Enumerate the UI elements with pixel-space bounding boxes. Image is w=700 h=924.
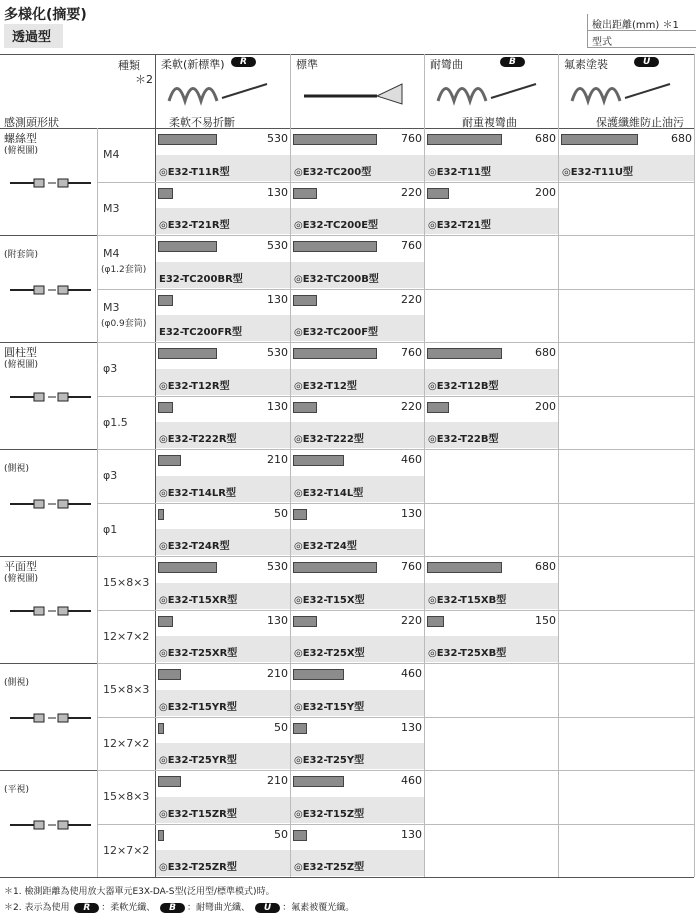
distance-value: 760 xyxy=(401,346,422,359)
distance-bar xyxy=(427,562,502,573)
distance-bar-track xyxy=(158,241,243,252)
distance-bar xyxy=(561,134,638,145)
shape-view-1: (俯視圖) xyxy=(4,146,39,156)
distance-bar-track xyxy=(293,241,377,252)
distance-bar-track xyxy=(293,295,377,306)
badge-u-icon: U xyxy=(255,903,280,913)
model-name: ◎E32-TC200F型 xyxy=(294,327,379,339)
distance-value: 530 xyxy=(267,560,288,573)
distance-bar xyxy=(158,616,173,627)
model-name: ◎E32-T11型 xyxy=(428,166,491,178)
distance-bar xyxy=(427,402,449,413)
distance-bar-track xyxy=(561,134,647,145)
column-header-2: 標準 xyxy=(296,58,318,71)
distance-value: 460 xyxy=(401,667,422,680)
legend-distance: 檢出距離(mm) ＊1 xyxy=(588,14,696,31)
distance-bar xyxy=(293,241,377,252)
size-label: φ1 xyxy=(103,522,118,536)
distance-bar xyxy=(293,669,344,680)
model-name: ◎E32-T15XB型 xyxy=(428,594,507,606)
footnote-u-text: ：氟素被覆光纖。 xyxy=(282,903,355,913)
distance-bar-track xyxy=(427,134,511,145)
distance-value: 210 xyxy=(267,667,288,680)
distance-value: 50 xyxy=(274,506,288,520)
fiber-illustration-icon xyxy=(167,76,277,106)
distance-value: 130 xyxy=(267,613,288,627)
distance-bar-track xyxy=(293,830,377,841)
distance-value: 680 xyxy=(535,132,556,145)
distance-bar xyxy=(293,134,377,145)
grid-line-h xyxy=(97,824,694,825)
distance-bar xyxy=(427,134,502,145)
grid-line-h xyxy=(97,770,694,771)
grid-line-h xyxy=(0,128,694,129)
distance-value: 760 xyxy=(401,132,422,145)
badge-b-icon: B xyxy=(500,57,525,67)
distance-bar xyxy=(158,776,181,787)
distance-bar xyxy=(158,188,173,199)
column-header-1: 柔軟(新標準) xyxy=(161,58,225,71)
distance-bar xyxy=(293,188,317,199)
distance-bar xyxy=(293,562,377,573)
type-note: ＊2 xyxy=(135,73,153,86)
legend-model: 型式 xyxy=(588,31,696,48)
distance-value: 220 xyxy=(401,185,422,199)
grid-line-v xyxy=(694,54,695,877)
grid-line-h xyxy=(97,182,694,183)
fiber-illustration-icon xyxy=(570,76,680,106)
distance-bar-track xyxy=(158,616,243,627)
column-header-3: 耐彎曲 xyxy=(430,58,463,71)
distance-value: 760 xyxy=(401,560,422,573)
grid-line-h xyxy=(97,342,694,343)
distance-bar xyxy=(293,723,307,734)
distance-bar-track xyxy=(293,562,377,573)
distance-bar-track xyxy=(427,562,511,573)
section-title: 透過型 xyxy=(4,24,63,48)
distance-bar-track xyxy=(293,348,377,359)
sensor-head-icon xyxy=(8,596,93,626)
distance-bar xyxy=(293,295,317,306)
size-note: (φ0.9套筒) xyxy=(101,318,147,329)
sensor-head-icon xyxy=(8,382,93,412)
distance-bar xyxy=(293,455,344,466)
distance-bar-track xyxy=(427,348,511,359)
distance-bar-track xyxy=(158,723,243,734)
model-name: ◎E32-T15XR型 xyxy=(159,594,238,606)
fiber-illustration-icon xyxy=(436,76,546,106)
distance-value: 150 xyxy=(535,613,556,627)
size-label: φ3 xyxy=(103,362,118,375)
shape-name-3: 圓柱型 xyxy=(4,346,37,359)
page-title: 多様化(摘要) xyxy=(4,7,87,23)
distance-value: 50 xyxy=(274,720,288,734)
column-header-4: 氟素塗裝 xyxy=(564,58,608,71)
distance-bar xyxy=(158,241,217,252)
grid-line-h xyxy=(97,449,694,450)
distance-bar xyxy=(293,616,317,627)
distance-bar xyxy=(158,723,164,734)
size-label: 12×7×2 xyxy=(103,629,150,643)
size-label: M3 xyxy=(103,300,120,314)
model-name: ◎E32-T12B型 xyxy=(428,380,499,392)
distance-value: 760 xyxy=(401,239,422,252)
distance-bar xyxy=(158,402,173,413)
distance-value: 530 xyxy=(267,239,288,252)
sensor-head-icon xyxy=(8,703,93,733)
model-name: ◎E32-T12型 xyxy=(294,380,357,392)
distance-bar-track xyxy=(293,188,377,199)
distance-value: 210 xyxy=(267,774,288,787)
distance-value: 200 xyxy=(535,399,556,413)
badge-r-icon: R xyxy=(231,57,256,67)
shape-name-5: 平面型 xyxy=(4,560,37,573)
shape-view-5: (俯視圖) xyxy=(4,574,39,584)
model-name: ◎E32-T25X型 xyxy=(294,648,365,660)
sensor-head-icon xyxy=(8,489,93,519)
distance-bar-track xyxy=(158,509,243,520)
shape-view-4: (側視) xyxy=(4,464,30,474)
size-label: φ1.5 xyxy=(103,415,128,429)
column-desc-3: 耐重複彎曲 xyxy=(462,116,517,129)
footnote-b-text: ：耐彎曲光纖、 xyxy=(187,903,251,913)
distance-value: 130 xyxy=(267,185,288,199)
model-name: ◎E32-T21型 xyxy=(428,220,491,232)
product-table xyxy=(0,54,694,877)
distance-bar xyxy=(293,776,344,787)
size-label: 15×8×3 xyxy=(103,683,150,696)
distance-bar xyxy=(158,134,217,145)
distance-value: 130 xyxy=(267,399,288,413)
column-desc-1: 柔軟不易折斷 xyxy=(169,116,235,129)
model-name: ◎E32-T15X型 xyxy=(294,594,365,606)
model-name: ◎E32-T15ZR型 xyxy=(159,808,237,820)
distance-bar-track xyxy=(427,402,511,413)
distance-bar-track xyxy=(158,455,243,466)
distance-value: 530 xyxy=(267,346,288,359)
distance-bar-track xyxy=(293,723,377,734)
distance-value: 530 xyxy=(267,132,288,145)
distance-bar-track xyxy=(293,134,377,145)
distance-value: 460 xyxy=(401,774,422,787)
model-name: ◎E32-T15Y型 xyxy=(294,701,365,713)
distance-bar-track xyxy=(293,616,377,627)
distance-value: 220 xyxy=(401,399,422,413)
model-name: ◎E32-T11U型 xyxy=(562,166,634,178)
distance-bar-track xyxy=(158,776,243,787)
distance-bar-track xyxy=(293,776,377,787)
grid-line-h xyxy=(97,717,694,718)
model-name: ◎E32-T25Y型 xyxy=(294,755,365,767)
type-label: 種類 xyxy=(118,59,140,72)
model-name: ◎E32-T15Z型 xyxy=(294,808,365,820)
distance-bar xyxy=(293,509,307,520)
model-name: ◎E32-T14LR型 xyxy=(159,487,236,499)
grid-line-h xyxy=(0,54,694,55)
grid-line-h xyxy=(97,396,694,397)
distance-bar-track xyxy=(293,669,377,680)
sensor-head-icon xyxy=(8,168,93,198)
distance-bar xyxy=(158,562,217,573)
model-name: E32-TC200FR型 xyxy=(159,327,242,339)
model-name: ◎E32-T22B型 xyxy=(428,434,499,446)
badge-r-icon: R xyxy=(74,903,99,913)
distance-value: 130 xyxy=(401,506,422,520)
model-name: ◎E32-T11R型 xyxy=(159,166,230,178)
distance-value: 220 xyxy=(401,292,422,306)
size-label: 15×8×3 xyxy=(103,790,150,803)
footnote-2 xyxy=(4,900,354,913)
model-name: ◎E32-T24型 xyxy=(294,541,357,553)
model-name: ◎E32-T25ZR型 xyxy=(159,862,237,874)
distance-bar-track xyxy=(293,509,377,520)
distance-bar xyxy=(158,830,164,841)
distance-bar xyxy=(158,455,181,466)
distance-bar-track xyxy=(158,134,243,145)
distance-bar-track xyxy=(427,188,511,199)
shape-view-2: (附套筒) xyxy=(4,250,39,260)
grid-line-h xyxy=(97,289,694,290)
distance-value: 50 xyxy=(274,827,288,841)
grid-line-h xyxy=(97,610,694,611)
distance-bar-track xyxy=(293,455,377,466)
badge-u-icon: U xyxy=(634,57,659,67)
fiber-illustration-icon xyxy=(302,76,412,106)
distance-value: 200 xyxy=(535,185,556,199)
distance-bar xyxy=(158,295,173,306)
model-name: ◎E32-T25YR型 xyxy=(159,755,237,767)
distance-bar xyxy=(158,509,164,520)
footnote-1: ＊1. 檢測距離為使用放大器單元E3X-DA-S型(泛用型/標準模式)時。 xyxy=(4,887,275,897)
footnote-2-prefix: ＊2. 表示為使用 xyxy=(4,903,70,913)
model-name: ◎E32-TC200B型 xyxy=(294,273,379,285)
model-name: ◎E32-T25XB型 xyxy=(428,648,507,660)
grid-line-h xyxy=(97,556,694,557)
model-name: ◎E32-T15YR型 xyxy=(159,701,237,713)
distance-value: 210 xyxy=(267,453,288,466)
model-name: ◎E32-TC200E型 xyxy=(294,220,379,232)
badge-b-icon: B xyxy=(160,903,185,913)
model-name: ◎E32-TC200型 xyxy=(294,166,372,178)
distance-bar xyxy=(158,669,181,680)
size-label: M3 xyxy=(103,201,120,215)
grid-line-h xyxy=(97,663,694,664)
shape-label: 感測頭形狀 xyxy=(4,116,59,129)
size-label: M4 xyxy=(103,247,120,260)
sensor-head-icon xyxy=(8,810,93,840)
model-name: ◎E32-T14L型 xyxy=(294,487,364,499)
distance-value: 130 xyxy=(267,292,288,306)
model-name: ◎E32-T21R型 xyxy=(159,220,230,232)
distance-value: 130 xyxy=(401,827,422,841)
model-name: ◎E32-T25Z型 xyxy=(294,862,365,874)
model-name: ◎E32-T25XR型 xyxy=(159,648,238,660)
model-name: ◎E32-T222型 xyxy=(294,434,364,446)
size-label: 12×7×2 xyxy=(103,843,150,857)
legend-box xyxy=(587,14,696,48)
shape-view-7: (平視) xyxy=(4,785,30,795)
size-label: 12×7×2 xyxy=(103,736,150,750)
size-label: 15×8×3 xyxy=(103,576,150,589)
distance-bar-track xyxy=(158,669,243,680)
distance-value: 680 xyxy=(671,132,692,145)
distance-value: 680 xyxy=(535,346,556,359)
distance-value: 680 xyxy=(535,560,556,573)
distance-bar xyxy=(293,830,307,841)
distance-bar xyxy=(427,348,502,359)
distance-bar xyxy=(427,616,444,627)
shape-name-1: 螺絲型 xyxy=(4,132,37,145)
distance-bar xyxy=(427,188,449,199)
distance-bar-track xyxy=(158,348,243,359)
grid-line-h xyxy=(97,235,694,236)
distance-bar-track xyxy=(158,295,243,306)
model-name: ◎E32-T12R型 xyxy=(159,380,230,392)
grid-line-h xyxy=(0,877,694,878)
distance-value: 220 xyxy=(401,613,422,627)
size-label: φ3 xyxy=(103,469,118,482)
shape-view-6: (側視) xyxy=(4,678,30,688)
sensor-head-icon xyxy=(8,275,93,305)
size-label: M4 xyxy=(103,148,120,161)
distance-bar-track xyxy=(427,616,511,627)
model-name: E32-TC200BR型 xyxy=(159,273,243,285)
footnote-r-text: ：柔軟光纖、 xyxy=(101,903,156,913)
model-name: ◎E32-T24R型 xyxy=(159,541,230,553)
distance-bar-track xyxy=(158,402,243,413)
distance-bar-track xyxy=(158,188,243,199)
distance-bar xyxy=(293,402,317,413)
distance-bar xyxy=(293,348,377,359)
distance-bar-track xyxy=(158,562,243,573)
column-desc-4: 保護纖維防止油污 xyxy=(596,116,684,129)
distance-bar-track xyxy=(158,830,243,841)
grid-line-h xyxy=(97,503,694,504)
distance-bar xyxy=(158,348,217,359)
distance-bar-track xyxy=(293,402,377,413)
shape-view-3: (俯視圖) xyxy=(4,360,39,370)
distance-value: 130 xyxy=(401,720,422,734)
model-name: ◎E32-T222R型 xyxy=(159,434,237,446)
size-note: (φ1.2套筒) xyxy=(101,265,147,275)
distance-value: 460 xyxy=(401,453,422,466)
